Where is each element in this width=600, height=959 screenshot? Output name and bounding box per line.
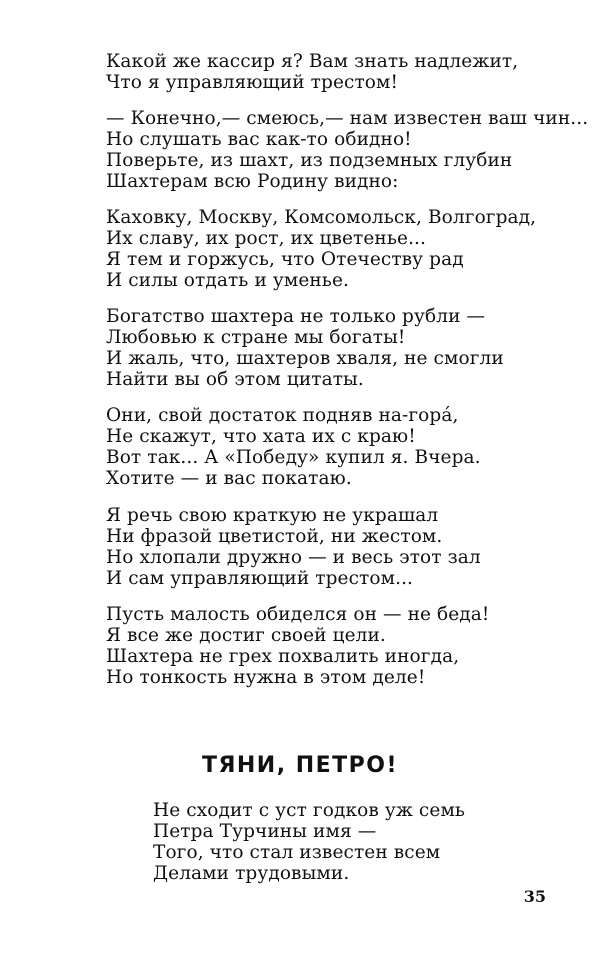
poem-line: Ни фразой цветистой, ни жестом.	[106, 526, 443, 547]
poem-line: Пусть малость обиделся он — не беда!	[106, 604, 490, 625]
stanza-1	[106, 51, 566, 93]
poem-line: Какой же кассир я? Вам знать надлежит,	[106, 51, 519, 72]
poem-line: Я речь свою краткую не украшал	[106, 505, 439, 526]
poem-line: Их славу, их рост, их цветенье...	[106, 228, 427, 249]
poem-line: Не сходит с уст годков уж семь	[153, 800, 466, 821]
poem-line: И жаль, что, шахтеров хваля, не смогли	[106, 348, 504, 369]
stanza-7	[106, 604, 566, 688]
poem-line: Я все же достиг своей цели.	[106, 625, 386, 646]
stanza-5	[106, 405, 566, 489]
poem-line: Того, что стал известен всем	[153, 842, 441, 863]
poem-line: Они, свой достаток подняв на-гора́,	[106, 405, 459, 426]
stanza-6	[106, 505, 566, 589]
poem-line: Найти вы об этом цитаты.	[106, 369, 364, 390]
poem-line: Хотите — и вас покатаю.	[106, 468, 352, 489]
poem-line: Но хлопали дружно — и весь этот зал	[106, 547, 481, 568]
poem-line: Что я управляющий трестом!	[106, 72, 399, 93]
poem-line: Богатство шахтера не только рубли —	[106, 306, 486, 327]
poem-line: Вот так... А «Победу» купил я. Вчера.	[106, 447, 481, 468]
poem-line: Шахтера не грех похвалить иногда,	[106, 646, 460, 667]
poem-line: И сам управляющий трестом...	[106, 568, 414, 589]
page-number: 35	[523, 887, 546, 906]
poem-line: Но слушать вас как-то обидно!	[106, 129, 412, 150]
poem-line: Делами трудовыми.	[153, 863, 350, 884]
poem-title: ТЯНИ, ПЕТРО!	[201, 753, 399, 778]
stanza-3	[106, 207, 566, 291]
poem-line: Не скажут, что хата их с краю!	[106, 426, 416, 447]
poem-line: Но тонкость нужна в этом деле!	[106, 667, 426, 688]
poem-line: — Конечно,— смеюсь,— нам известен ваш чин...	[106, 108, 589, 129]
poem-line: Шахтерам всю Родину видно:	[106, 171, 399, 192]
poem-line: Петра Турчины имя —	[153, 821, 377, 842]
poem-line: И силы отдать и уменье.	[106, 270, 350, 291]
poem-line: Любовью к стране мы богаты!	[106, 327, 406, 348]
poem-line: Каховку, Москву, Комсомольск, Волгоград,	[106, 207, 537, 228]
poem-line: Я тем и горжусь, что Отечеству рад	[106, 249, 464, 270]
stanza-2	[106, 108, 589, 192]
poem-line: Поверьте, из шахт, из подземных глубин	[106, 150, 513, 171]
stanza-4	[106, 306, 566, 390]
new-poem-stanza-1	[153, 800, 600, 884]
